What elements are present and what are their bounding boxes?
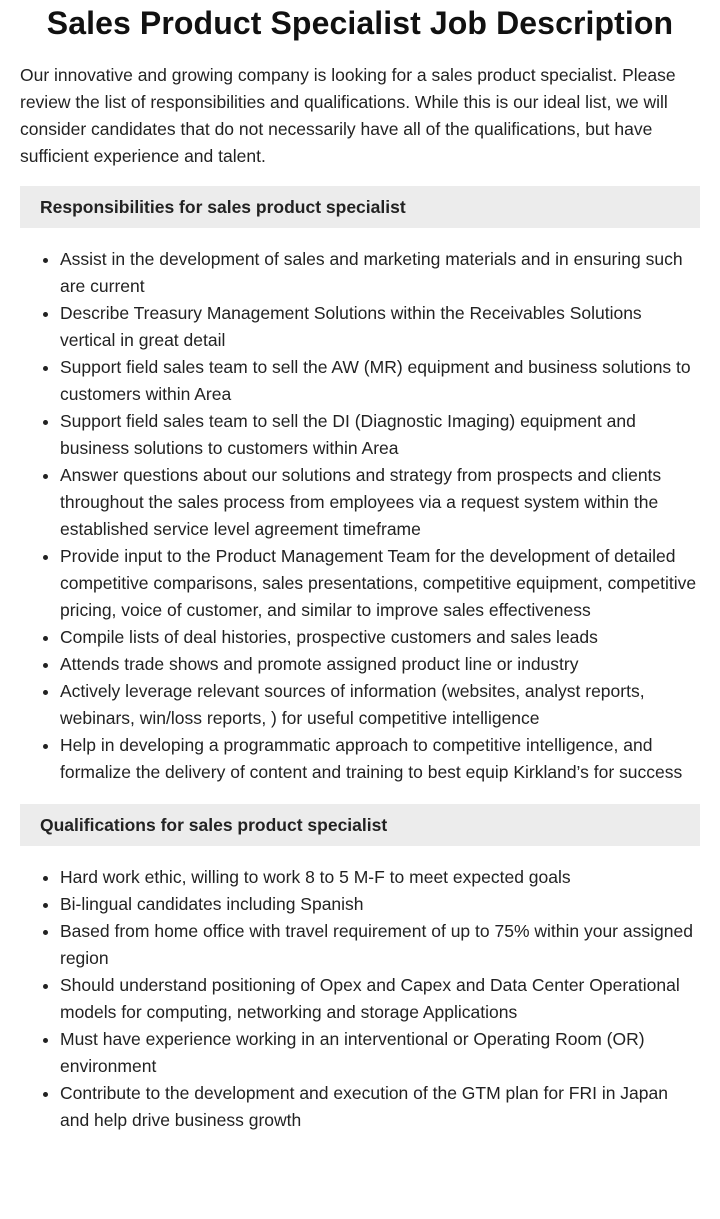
- list-item: • Actively leverage relevant sources of information (websites, analyst reports, webinars, win/loss reports, ) for useful competitive intelligence: [60, 678, 700, 732]
- list-item: • Contribute to the development and execution of the GTM plan for FRI in Japan and help drive business growth: [60, 1080, 700, 1134]
- list-item: • Assist in the development of sales and marketing materials and in ensuring such are current: [60, 246, 700, 300]
- list-item: • Support field sales team to sell the AW (MR) equipment and business solutions to customers within Area: [60, 354, 700, 408]
- list-item: • Based from home office with travel requirement of up to 75% within your assigned region: [60, 918, 700, 972]
- list-item: • Must have experience working in an interventional or Operating Room (OR) environment: [60, 1026, 700, 1080]
- intro-paragraph: Our innovative and growing company is looking for a sales product specialist. Please review the list of responsibilities and qualifications. While this is our ideal list, we will consider candidates that do not necessarily have all of the qualifications, but have sufficient experience and talent.: [20, 65, 676, 166]
- responsibilities-heading: Responsibilities for sales product specialist: [20, 186, 700, 228]
- list-item: • Answer questions about our solutions and strategy from prospects and clients throughout the sales process from employees via a request system within the established service level agreement timeframe: [60, 462, 700, 543]
- list-item: • Help in developing a programmatic approach to competitive intelligence, and formalize the delivery of content and training to best equip Kirkland’s for success: [60, 732, 700, 786]
- list-item: • Hard work ethic, willing to work 8 to 5 M-F to meet expected goals: [60, 864, 700, 891]
- qualifications-heading: Qualifications for sales product specialist: [20, 804, 700, 846]
- responsibilities-list: [20, 246, 700, 786]
- list-item: • Should understand positioning of Opex and Capex and Data Center Operational models for computing, networking and storage Applications: [60, 972, 700, 1026]
- list-item: • Support field sales team to sell the DI (Diagnostic Imaging) equipment and business solutions to customers within Area: [60, 408, 700, 462]
- list-item: • Attends trade shows and promote assigned product line or industry: [60, 651, 700, 678]
- list-item: • Bi-lingual candidates including Spanish: [60, 891, 700, 918]
- qualifications-list: [20, 864, 700, 1134]
- page-title: Sales Product Specialist Job Description: [46, 5, 674, 41]
- list-item: • Compile lists of deal histories, prospective customers and sales leads: [60, 624, 700, 651]
- list-item: • Describe Treasury Management Solutions within the Receivables Solutions vertical in great detail: [60, 300, 700, 354]
- list-item: • Provide input to the Product Management Team for the development of detailed competitive comparisons, sales presentations, competitive equipment, competitive pricing, voice of customer, and similar to improve sales effectiveness: [60, 543, 700, 624]
